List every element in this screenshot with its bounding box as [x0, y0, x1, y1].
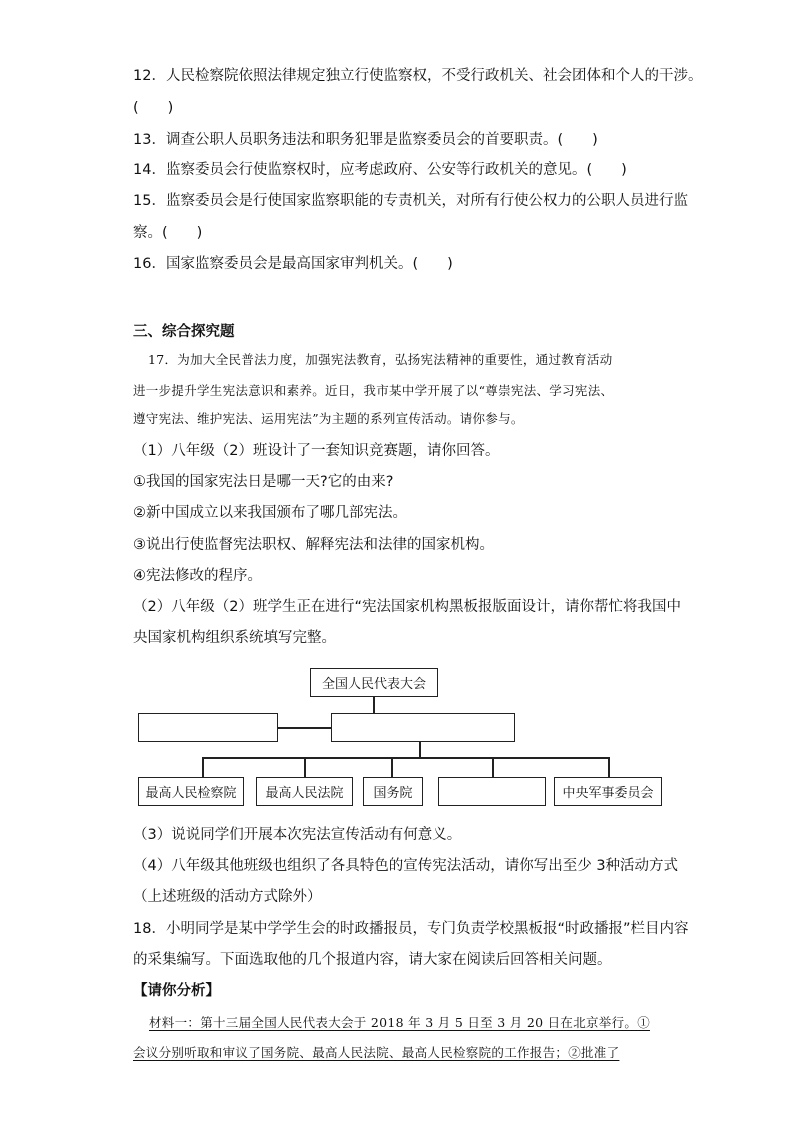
q17-part1-item1: ①我国的国家宪法日是哪一天?它的由来? — [133, 474, 394, 490]
diagram-connector — [391, 757, 393, 777]
diagram-connector — [373, 697, 375, 714]
q17-line2: 进一步提升学生宪法意识和素养。近日，我市某中学开展了以“尊崇宪法、学习宪法、 — [133, 383, 614, 398]
diagram-connector — [419, 742, 421, 758]
diagram-connector — [202, 757, 609, 759]
material1-line2: 会议分别听取和审议了国务院、最高人民法院、最高人民检察院的工作报告；②批准了 — [133, 1045, 620, 1060]
diagram-blank-left[interactable] — [138, 713, 278, 742]
q17-part4-line1: （4）八年级其他班级也组织了各具特色的宣传宪法活动，请你写出至少 3种活动方式 — [133, 858, 679, 874]
q17-part4-line2: （上述班级的活动方式除外） — [133, 889, 322, 905]
q13-line: 13．调查公职人员职务违法和职务犯罪是监察委员会的首要职责。( ) — [133, 132, 598, 148]
q14-line: 14．监察委员会行使监察权时，应考虑政府、公安等行政机关的意见。( ) — [133, 162, 627, 178]
q12-line1: 12．人民检察院依照法律规定独立行使监察权，不受行政机关、社会团体和个人的干涉。 — [133, 68, 703, 84]
q17-part3: （3）说说同学们开展本次宪法宣传活动有何意义。 — [133, 827, 462, 843]
q18-line2: 的采集编写。下面选取他的几个报道内容，请大家在阅读后回答相关问题。 — [133, 952, 612, 968]
diagram-connector — [492, 757, 494, 777]
diagram-connector — [304, 757, 306, 777]
q15-line1: 15．监察委员会是行使国家监察职能的专责机关，对所有行使公权力的公职人员进行监 — [133, 193, 688, 209]
q15-line2: 察。( ) — [133, 225, 203, 241]
diagram-connector — [608, 757, 610, 777]
q17-part1: （1）八年级（2）班设计了一套知识竞赛题，请你回答。 — [133, 443, 500, 459]
diagram-connector — [202, 757, 204, 777]
section-heading: 三、综合探究题 — [133, 324, 235, 340]
diagram-box-court: 最高人民法院 — [256, 777, 353, 806]
q17-line1: 17．为加大全民普法力度，加强宪法教育，弘扬宪法精神的重要性，通过教育活动 — [148, 352, 613, 367]
diagram-blank-center[interactable] — [331, 713, 515, 742]
q17-part1-item2: ②新中国成立以来我国颁布了哪几部宪法。 — [133, 505, 407, 521]
q12-line2: ( ) — [133, 100, 174, 116]
q17-line3: 遵守宪法、维护宪法、运用宪法”为主题的系列宣传活动。请你参与。 — [133, 411, 524, 426]
diagram-connector — [278, 727, 331, 729]
diagram-box-procuratorate: 最高人民检察院 — [138, 777, 244, 806]
q18-line1: 18．小明同学是某中学学生会的时政播报员，专门负责学校黑板报“时政播报”栏目内容 — [133, 921, 689, 937]
q17-part1-item4: ④宪法修改的程序。 — [133, 568, 262, 584]
q17-part2-line1: （2）八年级（2）班学生正在进行“宪法国家机构黑板报版面设计，请你帮忙将我国中 — [133, 599, 681, 615]
diagram-blank-bottom[interactable] — [438, 777, 546, 806]
material1-line1: 材料一：第十三届全国人民代表大会于 2018 年 3 月 5 日至 3 月 20 日在北京举行。① — [149, 1015, 651, 1030]
q17-part2-line2: 央国家机构组织系统填写完整。 — [133, 630, 336, 646]
diagram-box-npc: 全国人民代表大会 — [310, 668, 438, 697]
diagram-box-military-commission: 中央军事委员会 — [554, 777, 662, 806]
q16-line: 16．国家监察委员会是最高国家审判机关。( ) — [133, 256, 453, 272]
diagram-box-state-council: 国务院 — [363, 777, 423, 806]
q18-tag: 【请你分析】 — [133, 983, 220, 999]
q17-part1-item3: ③说出行使监督宪法职权、解释宪法和法律的国家机构。 — [133, 537, 494, 553]
